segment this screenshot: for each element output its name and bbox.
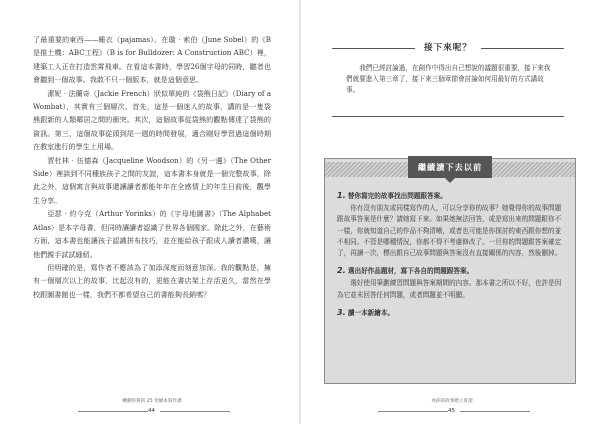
right-footer-title: 為你的故事建立骨架 bbox=[431, 399, 473, 404]
rule-bottom bbox=[332, 116, 564, 117]
left-body-text bbox=[33, 33, 271, 301]
exercise-text: 你有沒有朋友或同樣寫作的人，可以分享你的故事？她覺得你的故事問題跟故事答案是什麼？請她寫下來。如果她無法回答，或是寫出來的問題跟你不一樣，你就知道自己的作品不夠清晰，或者也可能是你探討的東西跟你想的並不相同。不管是哪種情況，你都不得不考慮修改了。一旦你的問題跟答案確定了，再讀一次，標出跟自己故事問題與答案沒有直接關係的內容，然後刪掉。 bbox=[337, 204, 562, 258]
footer-line bbox=[78, 411, 148, 412]
exercise-number: 3. bbox=[337, 307, 346, 317]
paragraph: 但明確的是，寫作者不應該為了加添深度而刻意加深。我的觀點是，擁有一個層次以上的故事，比起沒有的，更能在書店架上存活更久，當然在學校跟圖書館也一樣，我們不都希望自己的書能夠長銷嗎？ bbox=[33, 262, 271, 299]
exercise-heading-text: 讀一本新繪本。 bbox=[347, 308, 395, 317]
right-page bbox=[301, 0, 600, 424]
paragraph: 了最重要的東西——睡衣（pajamas）。在璇‧索伯（June Sobel）的《B是推土機：ABC工程》（B is for Bulldozer: A Construction ABC）裡，建築工人正在打造雲霄飛車。在看這本書時，學習26個字母的同時，聽者也會聽到一個故事。我敢不只一個版本，就是這個意思。 bbox=[33, 35, 271, 85]
continue-title: 繼續讀下去以前 bbox=[408, 156, 492, 178]
next-text: 我們已經討論過，在創作中得出自己想說的議題很重要，接下來我們就要進入第三章了，接下來三個章節會討論如何用最好的方式講故事。 bbox=[346, 64, 551, 95]
footer-line bbox=[460, 411, 530, 412]
footer-line bbox=[378, 411, 448, 412]
left-footer-title: 轉動你寫的 25 堂繪本寫作課 bbox=[122, 399, 182, 404]
continue-reading-box bbox=[324, 158, 576, 384]
exercise-heading-text: 替你寫完的故事找出問題跟答案。 bbox=[347, 192, 447, 200]
left-page-number: 44 bbox=[148, 408, 155, 414]
exercise-text: 選好使用筆劃練習問題與答案期間的內容。那本書之所以不好，也許是因為它並未回答任何問題，或者問題並不明顯。 bbox=[337, 279, 562, 299]
exercise-heading bbox=[337, 265, 565, 277]
exercise-heading bbox=[337, 307, 565, 319]
paragraph: 賀杜林‧伍德森（Jacqueline Woodson）的《另一邊》（The Other Side）裡談到不同種族孩子之間的友誼，這本書本身就是一個完整故事，除此之外，這個寓言與故事還讓讀者都能年年在全感情上的年生日前後，觀學生分享。 bbox=[33, 155, 271, 205]
paragraph: 潔妮‧法蘭奇（Jackie French）狀似單純的《袋熊日記》（Diary of a Wombat），其實有三個層次。首先，這是一個迷人的故事，講的是一隻袋熊跟新的人類鄰居之間的衝突。其次，這個故事從袋熊的觀點傳達了袋熊的資訊。第三，這個故事從頭到尾一週的時間發展，適合剛好學習過這個時期在教室進行的學生上用場。 bbox=[33, 88, 271, 152]
next-section bbox=[332, 40, 564, 118]
left-page bbox=[0, 0, 299, 424]
paragraph: 亞瑟‧約今克（Arthur Yorinks）的《字母地圖書》（The Alphabet Atlas）是本字母書，但同時讓讀者認識了世界各個國家。除此之外，在藝術方面，這本書也能讓孩子認識拼布技巧，並在能給孩子跟成人讀者讚嘆，讓他們親手試試縫紉。 bbox=[33, 209, 271, 259]
exercise-heading-text: 選出好作品題材，寫下各自的問題跟答案。 bbox=[347, 267, 474, 276]
exercise-heading bbox=[337, 190, 565, 202]
next-title: 接下來呢？ bbox=[415, 40, 481, 57]
exercise-list bbox=[337, 190, 565, 320]
right-page-number: 45 bbox=[448, 408, 455, 414]
exercise-number: 2. bbox=[337, 266, 346, 276]
exercise-number: 1. bbox=[337, 191, 346, 200]
footer-line bbox=[160, 411, 230, 412]
